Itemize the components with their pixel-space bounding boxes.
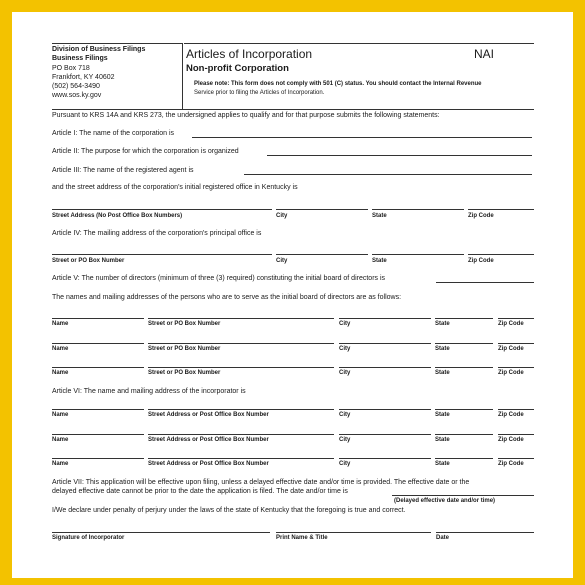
director-3-city-label: City: [339, 370, 351, 376]
ro-state-field[interactable]: [372, 209, 464, 210]
director-1-city-field[interactable]: [339, 318, 431, 319]
director-3-street-field[interactable]: [148, 367, 334, 368]
header-rule-right: [184, 43, 534, 44]
note-line-2: Service prior to filing the Articles of Incorporation.: [194, 90, 325, 96]
incorporator-3-city-field[interactable]: [339, 458, 431, 459]
incorporator-3-name-label: Name: [52, 461, 69, 467]
po-street-label: Street or PO Box Number: [52, 258, 125, 264]
po-city-label: City: [276, 258, 288, 264]
print-name-field[interactable]: [276, 532, 431, 533]
po-state-label: State: [372, 258, 387, 264]
incorporator-1-zip-field[interactable]: [498, 409, 534, 410]
article-1-label: Article I: The name of the corporation is: [52, 130, 175, 137]
incorporator-2-city-field[interactable]: [339, 434, 431, 435]
incorporator-3-zip-label: Zip Code: [498, 461, 524, 467]
director-2-zip-label: Zip Code: [498, 346, 524, 352]
print-name-label: Print Name & Title: [276, 535, 328, 541]
unit-name: Business Filings: [52, 55, 108, 62]
corporation-name-field[interactable]: [192, 137, 532, 138]
ro-state-label: State: [372, 213, 387, 219]
incorporator-2-street-label: Street Address or Post Office Box Number: [148, 437, 269, 443]
header-bottom-rule: [52, 109, 534, 110]
delayed-date-label: (Delayed effective date and/or time): [394, 498, 496, 504]
incorporator-1-name-label: Name: [52, 412, 69, 418]
article-5-label: Article V: The number of directors (minimum of three (3) required) constituting the initial board of directors is: [52, 275, 386, 282]
signature-field[interactable]: [52, 532, 270, 533]
director-1-zip-label: Zip Code: [498, 321, 524, 327]
purpose-field[interactable]: [267, 155, 532, 156]
article-2-label: Article II: The purpose for which the corporation is organized: [52, 148, 239, 155]
director-3-state-field[interactable]: [435, 367, 493, 368]
phone-number: (502) 564-3490: [52, 83, 100, 90]
incorporator-3-state-field[interactable]: [435, 458, 493, 459]
website[interactable]: www.sos.ky.gov: [52, 92, 102, 99]
director-2-city-field[interactable]: [339, 343, 431, 344]
po-state-field[interactable]: [372, 254, 464, 255]
ro-city-label: City: [276, 213, 288, 219]
director-1-name-label: Name: [52, 321, 69, 327]
incorporator-1-city-label: City: [339, 412, 351, 418]
director-2-street-field[interactable]: [148, 343, 334, 344]
incorporator-3-city-label: City: [339, 461, 351, 467]
po-city-field[interactable]: [276, 254, 368, 255]
form-code: NAI: [474, 47, 495, 61]
incorporator-2-street-field[interactable]: [148, 434, 334, 435]
incorporator-1-state-label: State: [435, 412, 450, 418]
article-3-label: Article III: The name of the registered agent is: [52, 167, 194, 174]
date-field[interactable]: [436, 532, 534, 533]
director-2-state-field[interactable]: [435, 343, 493, 344]
director-2-street-label: Street or PO Box Number: [148, 346, 221, 352]
division-name: Division of Business Filings: [52, 46, 146, 53]
director-1-street-field[interactable]: [148, 318, 334, 319]
director-1-street-label: Street or PO Box Number: [148, 321, 221, 327]
directors-count-field[interactable]: [436, 282, 534, 283]
form-subtitle: Non-profit Corporation: [186, 63, 289, 74]
director-1-state-field[interactable]: [435, 318, 493, 319]
director-3-city-field[interactable]: [339, 367, 431, 368]
incorporator-1-street-label: Street Address or Post Office Box Number: [148, 412, 269, 418]
signature-label: Signature of Incorporator: [52, 535, 125, 541]
form-title: Articles of Incorporation: [186, 47, 313, 61]
declaration-text: I/We declare under penalty of perjury under the laws of the state of Kentucky that the foregoing is true and correct.: [52, 507, 406, 514]
intro-text: Pursuant to KRS 14A and KRS 273, the undersigned applies to qualify and for that purpose submits the following statements:: [52, 112, 440, 119]
form-page: [12, 12, 573, 578]
incorporator-1-state-field[interactable]: [435, 409, 493, 410]
article-7-line-2: delayed effective date cannot be prior to the date the application is filed. The date and/or time is: [52, 488, 348, 495]
incorporator-3-street-label: Street Address or Post Office Box Number: [148, 461, 269, 467]
incorporator-3-street-field[interactable]: [148, 458, 334, 459]
director-2-city-label: City: [339, 346, 351, 352]
po-street-field[interactable]: [52, 254, 272, 255]
director-1-city-label: City: [339, 321, 351, 327]
director-2-name-label: Name: [52, 346, 69, 352]
ro-city-field[interactable]: [276, 209, 368, 210]
director-3-state-label: State: [435, 370, 450, 376]
directors-intro: The names and mailing addresses of the persons who are to serve as the initial board of directors are as follows:: [52, 294, 402, 301]
incorporator-3-state-label: State: [435, 461, 450, 467]
article-4-label: Article IV: The mailing address of the corporation's principal office is: [52, 230, 262, 237]
incorporator-2-city-label: City: [339, 437, 351, 443]
incorporator-1-zip-label: Zip Code: [498, 412, 524, 418]
po-zip-field[interactable]: [468, 254, 534, 255]
director-3-name-field[interactable]: [52, 367, 144, 368]
article-6-label: Article VI: The name and mailing address of the incorporator is: [52, 388, 246, 395]
header-vertical-divider: [182, 43, 183, 109]
delayed-date-field[interactable]: [392, 495, 534, 496]
incorporator-2-state-label: State: [435, 437, 450, 443]
address-line-2: Frankfort, KY 40602: [52, 74, 115, 81]
incorporator-3-zip-field[interactable]: [498, 458, 534, 459]
po-zip-label: Zip Code: [468, 258, 494, 264]
registered-agent-field[interactable]: [244, 174, 532, 175]
ro-zip-label: Zip Code: [468, 213, 494, 219]
director-3-zip-label: Zip Code: [498, 370, 524, 376]
article-3b-label: and the street address of the corporation's initial registered office in Kentucky is: [52, 184, 298, 191]
director-1-name-field[interactable]: [52, 318, 144, 319]
address-line-1: PO Box 718: [52, 65, 90, 72]
incorporator-1-street-field[interactable]: [148, 409, 334, 410]
director-3-zip-field[interactable]: [498, 367, 534, 368]
incorporator-3-name-field[interactable]: [52, 458, 144, 459]
director-3-name-label: Name: [52, 370, 69, 376]
incorporator-2-state-field[interactable]: [435, 434, 493, 435]
incorporator-2-name-label: Name: [52, 437, 69, 443]
incorporator-2-zip-label: Zip Code: [498, 437, 524, 443]
date-label: Date: [436, 535, 450, 541]
incorporator-1-city-field[interactable]: [339, 409, 431, 410]
director-3-street-label: Street or PO Box Number: [148, 370, 221, 376]
director-1-state-label: State: [435, 321, 450, 327]
incorporator-2-zip-field[interactable]: [498, 434, 534, 435]
note-line-1: Please note: This form does not comply with 501 (C) status. You should contact the Internal Revenue: [194, 81, 482, 87]
director-2-name-field[interactable]: [52, 343, 144, 344]
ro-street-label: Street Address (No Post Office Box Numbers): [52, 213, 183, 219]
ro-zip-field[interactable]: [468, 209, 534, 210]
director-2-state-label: State: [435, 346, 450, 352]
director-2-zip-field[interactable]: [498, 343, 534, 344]
header-rule-left: [52, 43, 182, 44]
ro-street-field[interactable]: [52, 209, 272, 210]
incorporator-1-name-field[interactable]: [52, 409, 144, 410]
incorporator-2-name-field[interactable]: [52, 434, 144, 435]
director-1-zip-field[interactable]: [498, 318, 534, 319]
article-7-line-1: Article VII: This application will be effective upon filing, unless a delayed effective date and/or time is provided. The effective date or the: [52, 479, 470, 486]
